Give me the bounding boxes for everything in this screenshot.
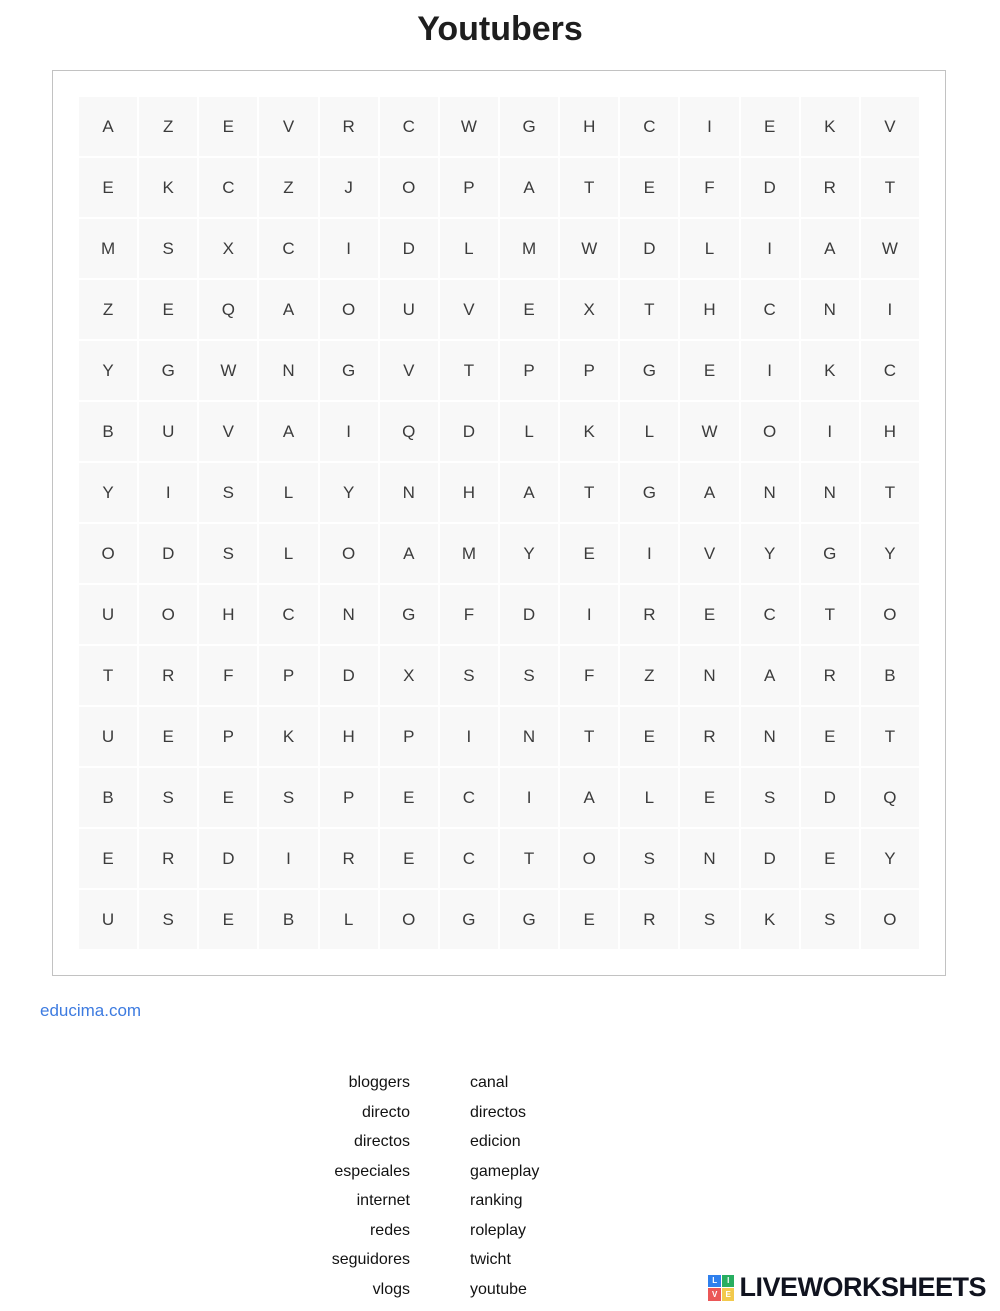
grid-cell[interactable]: E bbox=[380, 768, 438, 827]
grid-cell[interactable]: D bbox=[620, 219, 678, 278]
grid-cell[interactable]: R bbox=[801, 646, 859, 705]
grid-cell[interactable]: O bbox=[139, 585, 197, 644]
grid-cell[interactable]: P bbox=[560, 341, 618, 400]
word-list-item: especiales bbox=[334, 1162, 410, 1180]
grid-cell[interactable]: G bbox=[320, 341, 378, 400]
grid-cell[interactable]: B bbox=[861, 646, 919, 705]
grid-cell[interactable]: E bbox=[560, 524, 618, 583]
grid-cell[interactable]: Y bbox=[320, 463, 378, 522]
grid-cell[interactable]: Q bbox=[199, 280, 257, 339]
grid-cell[interactable]: F bbox=[440, 585, 498, 644]
grid-cell[interactable]: C bbox=[741, 585, 799, 644]
grid-cell[interactable]: C bbox=[259, 219, 317, 278]
grid-cell[interactable]: A bbox=[500, 158, 558, 217]
grid-cell[interactable]: K bbox=[801, 341, 859, 400]
word-list-item: roleplay bbox=[470, 1221, 527, 1239]
grid-cell[interactable]: H bbox=[680, 280, 738, 339]
grid-cell[interactable]: N bbox=[680, 829, 738, 888]
grid-cell[interactable]: O bbox=[320, 524, 378, 583]
grid-cell[interactable]: D bbox=[500, 585, 558, 644]
grid-cell[interactable]: U bbox=[79, 707, 137, 766]
grid-cell[interactable]: F bbox=[199, 646, 257, 705]
grid-cell[interactable]: O bbox=[380, 890, 438, 949]
grid-cell[interactable]: V bbox=[259, 97, 317, 156]
grid-cell[interactable]: G bbox=[620, 341, 678, 400]
grid-cell[interactable]: T bbox=[79, 646, 137, 705]
grid-cell[interactable]: Y bbox=[79, 341, 137, 400]
grid-cell[interactable]: D bbox=[741, 158, 799, 217]
grid-cell[interactable]: C bbox=[440, 768, 498, 827]
grid-cell[interactable]: L bbox=[259, 463, 317, 522]
grid-cell[interactable]: E bbox=[139, 280, 197, 339]
liveworksheets-wordmark: LIVEWORKSHEETS bbox=[739, 1272, 986, 1302]
word-list-item: gameplay bbox=[470, 1162, 540, 1180]
grid-cell[interactable]: I bbox=[741, 341, 799, 400]
grid-cell[interactable]: R bbox=[801, 158, 859, 217]
grid-cell[interactable]: D bbox=[199, 829, 257, 888]
grid-cell[interactable]: I bbox=[259, 829, 317, 888]
grid-cell[interactable]: I bbox=[560, 585, 618, 644]
grid-cell[interactable]: E bbox=[620, 158, 678, 217]
grid-cell[interactable]: S bbox=[199, 524, 257, 583]
grid-cell[interactable]: E bbox=[380, 829, 438, 888]
grid-cell[interactable]: N bbox=[320, 585, 378, 644]
grid-cell[interactable]: H bbox=[199, 585, 257, 644]
grid-cell[interactable]: N bbox=[741, 707, 799, 766]
word-list-left-column bbox=[230, 1068, 410, 1304]
grid-cell[interactable]: U bbox=[139, 402, 197, 461]
grid-cell[interactable]: V bbox=[440, 280, 498, 339]
grid-cell[interactable]: T bbox=[801, 585, 859, 644]
grid-cell[interactable]: E bbox=[199, 890, 257, 949]
grid-cell[interactable]: G bbox=[801, 524, 859, 583]
grid-cell[interactable]: G bbox=[620, 463, 678, 522]
grid-cell[interactable]: E bbox=[801, 707, 859, 766]
grid-cell[interactable]: I bbox=[500, 768, 558, 827]
logo-quadrant: E bbox=[722, 1288, 735, 1301]
grid-cell[interactable]: H bbox=[320, 707, 378, 766]
grid-cell[interactable]: O bbox=[741, 402, 799, 461]
grid-cell[interactable]: S bbox=[440, 646, 498, 705]
grid-cell[interactable]: U bbox=[79, 890, 137, 949]
logo-quadrant: V bbox=[708, 1288, 721, 1301]
logo-quadrant: L bbox=[708, 1275, 721, 1288]
grid-cell[interactable]: B bbox=[259, 890, 317, 949]
word-list bbox=[230, 1068, 650, 1304]
grid-cell[interactable]: I bbox=[440, 707, 498, 766]
grid-cell[interactable]: E bbox=[620, 707, 678, 766]
grid-cell[interactable]: T bbox=[861, 707, 919, 766]
grid-cell[interactable]: B bbox=[79, 768, 137, 827]
grid-cell[interactable]: A bbox=[680, 463, 738, 522]
educima-link[interactable]: educima.com bbox=[40, 1001, 142, 1020]
word-list-item: internet bbox=[356, 1192, 410, 1209]
grid-cell[interactable]: P bbox=[500, 341, 558, 400]
grid-cell[interactable]: Y bbox=[79, 463, 137, 522]
grid-cell[interactable]: K bbox=[801, 97, 859, 156]
word-list-item: ranking bbox=[470, 1192, 523, 1209]
grid-cell[interactable]: E bbox=[199, 97, 257, 156]
grid-cell[interactable]: A bbox=[259, 280, 317, 339]
grid-cell[interactable]: G bbox=[500, 890, 558, 949]
grid-cell[interactable]: O bbox=[79, 524, 137, 583]
word-list-item: twicht bbox=[470, 1251, 511, 1268]
grid-cell[interactable]: U bbox=[380, 280, 438, 339]
grid-cell[interactable]: Z bbox=[79, 280, 137, 339]
grid-cell[interactable]: Y bbox=[861, 829, 919, 888]
word-list-item: youtube bbox=[470, 1280, 527, 1298]
grid-cell[interactable]: J bbox=[320, 158, 378, 217]
grid-cell[interactable]: W bbox=[199, 341, 257, 400]
grid-cell[interactable]: V bbox=[380, 341, 438, 400]
grid-cell[interactable]: G bbox=[500, 97, 558, 156]
grid-cell[interactable]: O bbox=[560, 829, 618, 888]
grid-cell[interactable]: G bbox=[440, 890, 498, 949]
grid-cell[interactable]: N bbox=[500, 707, 558, 766]
grid-cell[interactable]: T bbox=[560, 158, 618, 217]
grid-cell[interactable]: C bbox=[259, 585, 317, 644]
grid-cell[interactable]: K bbox=[139, 158, 197, 217]
grid-cell[interactable]: S bbox=[620, 829, 678, 888]
grid-cell[interactable]: Z bbox=[259, 158, 317, 217]
grid-cell[interactable]: R bbox=[320, 97, 378, 156]
grid-cell[interactable]: B bbox=[79, 402, 137, 461]
grid-cell[interactable]: P bbox=[320, 768, 378, 827]
grid-cell[interactable]: R bbox=[680, 707, 738, 766]
grid-cell[interactable]: Z bbox=[620, 646, 678, 705]
grid-cell[interactable]: R bbox=[139, 646, 197, 705]
grid-cell[interactable]: W bbox=[861, 219, 919, 278]
grid-cell[interactable]: E bbox=[560, 890, 618, 949]
grid-cell[interactable]: S bbox=[199, 463, 257, 522]
grid-cell[interactable]: K bbox=[259, 707, 317, 766]
grid-cell[interactable]: I bbox=[680, 97, 738, 156]
grid-cell[interactable]: I bbox=[620, 524, 678, 583]
word-list-right-column bbox=[470, 1068, 650, 1304]
grid-cell[interactable]: Y bbox=[861, 524, 919, 583]
grid-cell[interactable]: O bbox=[861, 890, 919, 949]
grid-cell[interactable]: E bbox=[680, 341, 738, 400]
word-search-panel bbox=[52, 70, 946, 976]
grid-cell[interactable]: W bbox=[440, 97, 498, 156]
grid-cell[interactable]: X bbox=[380, 646, 438, 705]
grid-cell[interactable]: C bbox=[440, 829, 498, 888]
grid-cell[interactable]: R bbox=[320, 829, 378, 888]
grid-cell[interactable]: V bbox=[199, 402, 257, 461]
grid-cell[interactable]: T bbox=[500, 829, 558, 888]
grid-cell[interactable]: N bbox=[680, 646, 738, 705]
grid-cell[interactable]: R bbox=[620, 585, 678, 644]
grid-cell[interactable]: E bbox=[139, 707, 197, 766]
grid-cell[interactable]: E bbox=[680, 585, 738, 644]
grid-cell[interactable]: X bbox=[560, 280, 618, 339]
grid-cell[interactable]: T bbox=[440, 341, 498, 400]
grid-cell[interactable]: C bbox=[620, 97, 678, 156]
grid-cell[interactable]: D bbox=[380, 219, 438, 278]
word-list-item: redes bbox=[369, 1221, 410, 1239]
grid-cell[interactable]: N bbox=[741, 463, 799, 522]
grid-cell[interactable]: Y bbox=[741, 524, 799, 583]
grid-cell[interactable]: D bbox=[801, 768, 859, 827]
grid-cell[interactable]: E bbox=[500, 280, 558, 339]
word-list-item: vlogs bbox=[372, 1280, 410, 1298]
grid-cell[interactable]: I bbox=[801, 402, 859, 461]
grid-cell[interactable]: S bbox=[139, 768, 197, 827]
grid-cell[interactable]: S bbox=[801, 890, 859, 949]
grid-cell[interactable]: L bbox=[620, 402, 678, 461]
grid-cell[interactable]: L bbox=[259, 524, 317, 583]
grid-cell[interactable]: Q bbox=[861, 768, 919, 827]
grid-cell[interactable]: E bbox=[801, 829, 859, 888]
grid-cell[interactable]: A bbox=[380, 524, 438, 583]
grid-cell[interactable]: Y bbox=[500, 524, 558, 583]
grid-cell[interactable]: A bbox=[259, 402, 317, 461]
grid-cell[interactable]: R bbox=[139, 829, 197, 888]
grid-cell[interactable]: F bbox=[680, 158, 738, 217]
grid-cell[interactable]: A bbox=[560, 768, 618, 827]
word-search-grid bbox=[79, 97, 919, 949]
grid-cell[interactable]: P bbox=[259, 646, 317, 705]
grid-cell[interactable]: O bbox=[320, 280, 378, 339]
grid-cell[interactable]: N bbox=[801, 463, 859, 522]
grid-cell[interactable]: E bbox=[79, 158, 137, 217]
word-list-item: canal bbox=[470, 1074, 509, 1091]
grid-cell[interactable]: E bbox=[680, 768, 738, 827]
grid-cell[interactable]: A bbox=[741, 646, 799, 705]
grid-cell[interactable]: A bbox=[79, 97, 137, 156]
grid-cell[interactable]: I bbox=[320, 219, 378, 278]
grid-cell[interactable]: L bbox=[500, 402, 558, 461]
grid-cell[interactable]: V bbox=[680, 524, 738, 583]
grid-cell[interactable]: D bbox=[440, 402, 498, 461]
grid-cell[interactable]: G bbox=[139, 341, 197, 400]
grid-cell[interactable]: C bbox=[199, 158, 257, 217]
liveworksheets-logo-icon bbox=[708, 1275, 734, 1301]
grid-cell[interactable]: I bbox=[139, 463, 197, 522]
grid-cell[interactable]: E bbox=[741, 97, 799, 156]
grid-cell[interactable]: C bbox=[861, 341, 919, 400]
grid-cell[interactable]: H bbox=[440, 463, 498, 522]
grid-cell[interactable]: A bbox=[500, 463, 558, 522]
grid-cell[interactable]: E bbox=[199, 768, 257, 827]
grid-cell[interactable]: L bbox=[680, 219, 738, 278]
grid-cell[interactable]: S bbox=[500, 646, 558, 705]
grid-cell[interactable]: T bbox=[861, 463, 919, 522]
grid-cell[interactable]: U bbox=[79, 585, 137, 644]
grid-cell[interactable]: W bbox=[560, 219, 618, 278]
word-list-item: directos bbox=[470, 1103, 527, 1121]
word-list-item: edicion bbox=[470, 1133, 521, 1150]
grid-cell[interactable]: N bbox=[801, 280, 859, 339]
grid-cell[interactable]: R bbox=[620, 890, 678, 949]
grid-cell[interactable]: H bbox=[560, 97, 618, 156]
grid-cell[interactable]: S bbox=[680, 890, 738, 949]
word-list-item: directo bbox=[361, 1103, 410, 1121]
grid-cell[interactable]: L bbox=[440, 219, 498, 278]
grid-cell[interactable]: T bbox=[560, 463, 618, 522]
grid-cell[interactable]: S bbox=[741, 768, 799, 827]
logo-quadrant: I bbox=[722, 1275, 735, 1288]
grid-cell[interactable]: T bbox=[620, 280, 678, 339]
grid-cell[interactable]: X bbox=[199, 219, 257, 278]
grid-cell[interactable]: P bbox=[380, 707, 438, 766]
grid-cell[interactable]: C bbox=[741, 280, 799, 339]
grid-cell[interactable]: W bbox=[680, 402, 738, 461]
grid-cell[interactable]: L bbox=[620, 768, 678, 827]
grid-cell[interactable]: I bbox=[320, 402, 378, 461]
grid-cell[interactable]: K bbox=[741, 890, 799, 949]
grid-cell[interactable]: V bbox=[861, 97, 919, 156]
grid-cell[interactable]: M bbox=[440, 524, 498, 583]
grid-cell[interactable]: K bbox=[560, 402, 618, 461]
grid-cell[interactable]: L bbox=[320, 890, 378, 949]
grid-cell[interactable]: T bbox=[560, 707, 618, 766]
grid-cell[interactable]: T bbox=[861, 158, 919, 217]
grid-cell[interactable]: D bbox=[741, 829, 799, 888]
grid-cell[interactable]: M bbox=[500, 219, 558, 278]
grid-cell[interactable]: D bbox=[139, 524, 197, 583]
grid-cell[interactable]: I bbox=[861, 280, 919, 339]
word-list-item: directos bbox=[353, 1133, 410, 1150]
grid-cell[interactable]: F bbox=[560, 646, 618, 705]
grid-cell[interactable]: H bbox=[861, 402, 919, 461]
grid-cell[interactable]: C bbox=[380, 97, 438, 156]
grid-cell[interactable]: E bbox=[79, 829, 137, 888]
word-list-item: seguidores bbox=[331, 1251, 410, 1268]
grid-cell[interactable]: S bbox=[139, 890, 197, 949]
grid-cell[interactable]: M bbox=[79, 219, 137, 278]
grid-cell[interactable]: A bbox=[801, 219, 859, 278]
grid-cell[interactable]: O bbox=[380, 158, 438, 217]
grid-cell[interactable]: Z bbox=[139, 97, 197, 156]
grid-cell[interactable]: G bbox=[380, 585, 438, 644]
liveworksheets-branding[interactable] bbox=[708, 1272, 986, 1303]
grid-cell[interactable]: O bbox=[861, 585, 919, 644]
grid-cell[interactable]: P bbox=[199, 707, 257, 766]
page-title: Youtubers bbox=[417, 10, 583, 48]
grid-cell[interactable]: N bbox=[380, 463, 438, 522]
grid-cell[interactable]: I bbox=[741, 219, 799, 278]
grid-cell[interactable]: Q bbox=[380, 402, 438, 461]
grid-cell[interactable]: D bbox=[320, 646, 378, 705]
grid-cell[interactable]: S bbox=[139, 219, 197, 278]
word-list-item: bloggers bbox=[348, 1074, 410, 1091]
grid-cell[interactable]: P bbox=[440, 158, 498, 217]
grid-cell[interactable]: S bbox=[259, 768, 317, 827]
grid-cell[interactable]: N bbox=[259, 341, 317, 400]
